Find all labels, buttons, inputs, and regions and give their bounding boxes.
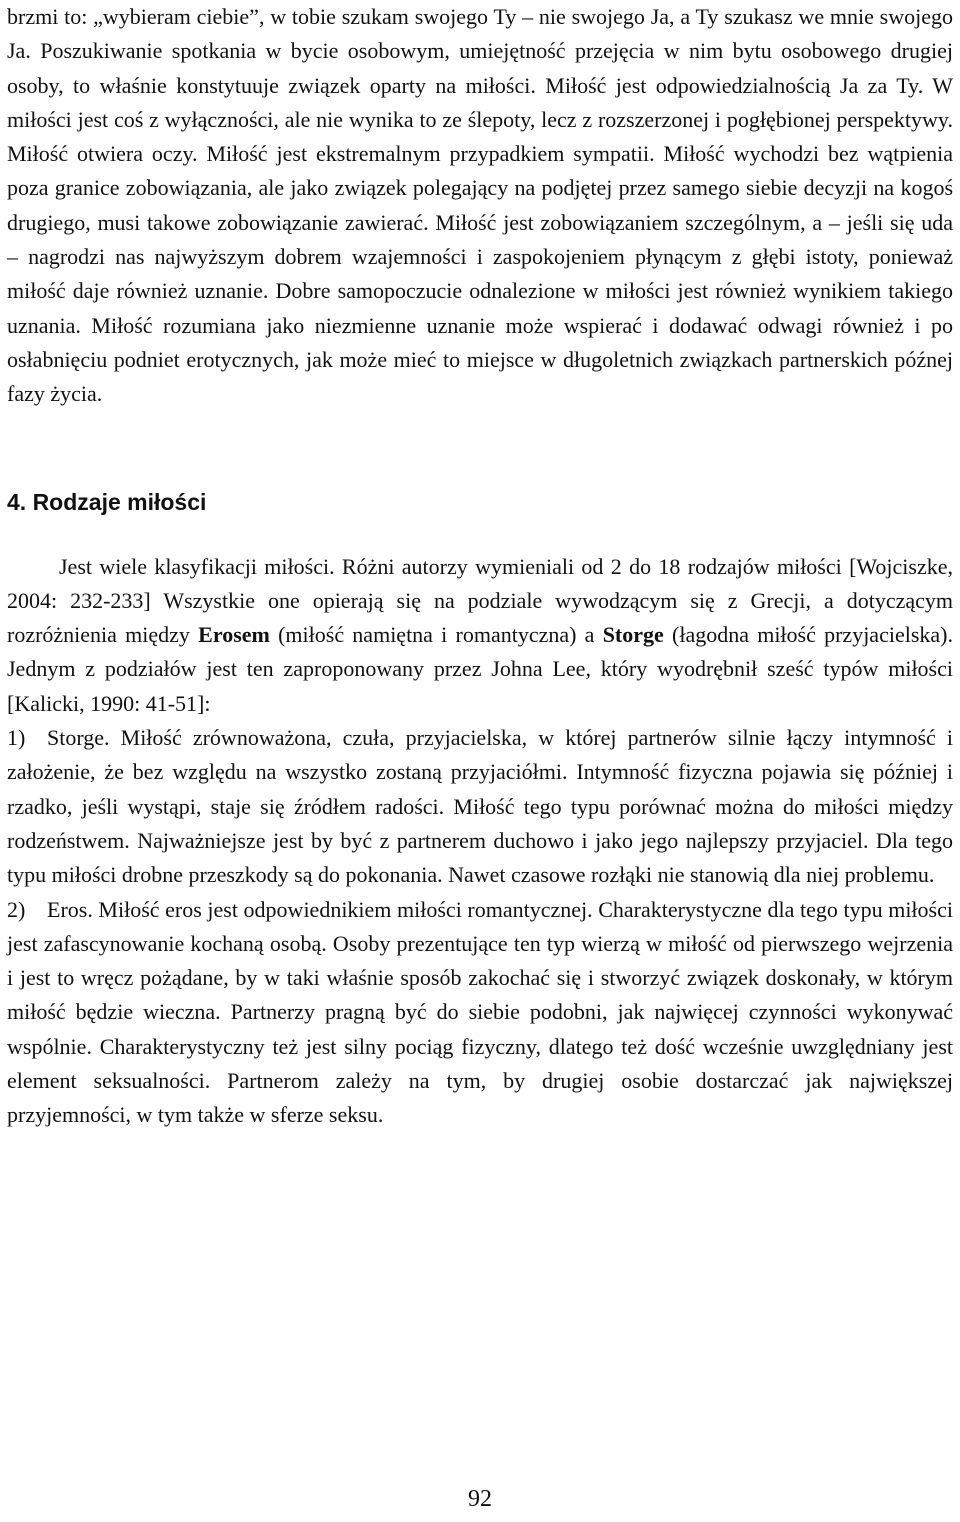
intro-text-a: Jest wiele klasyfikacji miłości. Różni autorzy wymieniali od 2 do 18 rodzajów miłości [Wojciszke, 2004: 232-233] Wszystkie one opierają się na podziale wywodzącym się z Grecji, a dotyczącym rozróżnienia między: [7, 553, 953, 648]
page-number: 92: [468, 1486, 492, 1512]
term-eros: Erosem: [198, 622, 270, 648]
list-item: [7, 721, 953, 892]
intro-paragraph: [7, 550, 953, 721]
intro-text-b: (miłość namiętna i romantyczna) a: [269, 622, 603, 648]
document-page: [7, 0, 953, 1133]
list-item: [7, 893, 953, 1133]
term-storge: Storge: [602, 622, 664, 648]
list-marker: 2): [7, 896, 26, 922]
body-paragraph: brzmi to: „wybieram ciebie”, w tobie szukam swojego Ty – nie swojego Ja, a Ty szukasz we mnie swojego Ja. Poszukiwanie spotkania w bycie osobowym, umiejętność przejęcia w nim bytu osobowego drugiej osoby, to właśnie konstytuuje związek oparty na miłości. Miłość jest odpowiedzialnością Ja za Ty. W miłości jest coś z wyłączności, ale nie wynika to ze ślepoty, lecz z rozszerzonej i pogłębionej perspektywy. Miłość otwiera oczy. Miłość jest ekstremalnym przypadkiem sympatii. Miłość wychodzi bez wątpienia poza granice zobowiązania, ale jako związek polegający na podjętej przez samego siebie decyzji na kogoś drugiego, musi takowe zobowiązanie zawierać. Miłość jest zobowiązaniem szczególnym, a – jeśli się uda – nagrodzi nas najwyższym dobrem wzajemności i zaspokojeniem płynącym z głębi istoty, ponieważ miłość daje również uznanie. Dobre samopoczucie odnalezione w miłości jest również wynikiem takiego uznania. Miłość rozumiana jako niezmienne uznanie może wspierać i dodawać odwagi również i po osłabnięciu podniet erotycznych, jak może mieć to miejsce w długoletnich związkach partnerskich późnej fazy życia.: [7, 4, 953, 407]
list-marker: 1): [7, 725, 26, 751]
intro-text-c: (łagodna miłość przyjacielska). Jednym z podziałów jest ten zaproponowany przez Johna Lee, który wyodrębnił sześć typów miłości [Kalicki, 1990: 41-51]:: [7, 622, 953, 716]
list-item-text: Eros. Miłość eros jest odpowiednikiem miłości romantycznej. Charakterystyczne dla tego typu miłości jest zafascynowanie kochaną osobą. Osoby prezentujące ten typ wierzą w miłość od pierwszego wejrzenia i jest to wręcz pożądane, by w taki właśnie sposób zakochać się i stworzyć związek doskonały, w którym miłość będzie wieczna. Partnerzy pragną być do siebie podobni, jak najwięcej czynności wykonywać wspólnie. Charakterystyczny też jest silny pociąg fizyczny, dlatego też dość wcześnie uwzględniany jest element seksualności. Partnerom zależy na tym, by drugiej osobie dostarczać jak największej przyjemności, w tym także w sferze seksu.: [7, 896, 953, 1128]
list-item-text: Storge. Miłość zrównoważona, czuła, przyjacielska, w której partnerów silnie łączy intymność i założenie, że bez względu na wszystko zostaną przyjaciółmi. Intymność fizyczna pojawia się później i rzadko, jeśli wystąpi, staje się źródłem radości. Miłość tego typu porównać można do miłości między rodzeństwem. Najważniejsze jest by być z partnerem duchowo i jako jego najlepszy przyjaciel. Dla tego typu miłości drobne przeszkody są do pokonania. Nawet czasowe rozłąki nie stanowią dla niej problemu.: [7, 725, 953, 888]
section-heading: 4. Rodzaje miłości: [7, 488, 207, 515]
